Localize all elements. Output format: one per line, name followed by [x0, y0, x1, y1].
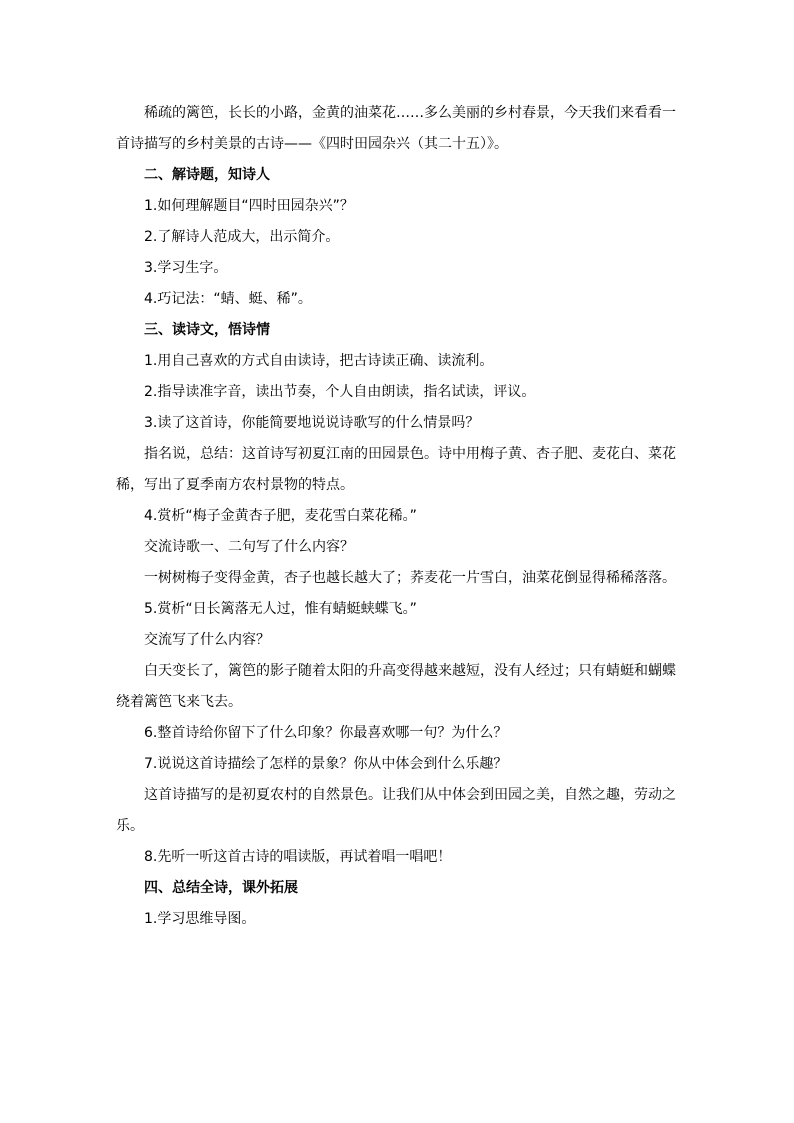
section-heading-3: 三、读诗文，悟诗情 — [144, 322, 270, 338]
body-paragraph: 这首诗描写的是初夏农村的自然景色。让我们从中体会到田园之美，自然之趣，劳动之乐。 — [116, 787, 676, 834]
body-paragraph: 交流诗歌一、二句写了什么内容？ — [144, 539, 354, 555]
list-item: 5.赏析“日长篱落无人过，惟有蜻蜓蛱蝶飞。” — [144, 601, 417, 617]
body-paragraph: 白天变长了，篱笆的影子随着太阳的升高变得越来越短，没有人经过；只有蜻蜓和蝴蝶绕着篱笆飞来飞去。 — [116, 663, 676, 710]
body-paragraph: 指名说，总结：这首诗写初夏江南的田园景色。诗中用梅子黄、杏子肥、麦花白、菜花稀，写出了夏季南方农村景物的特点。 — [116, 446, 676, 493]
list-item: 1.如何理解题目“四时田园杂兴”？ — [144, 198, 354, 214]
section-heading-4: 四、总结全诗，课外拓展 — [144, 880, 298, 896]
list-item: 2.了解诗人范成大，出示简介。 — [144, 229, 340, 245]
list-item: 1.学习思维导图。 — [144, 911, 256, 927]
document-body — [116, 98, 676, 935]
list-item: 8.先听一听这首古诗的唱读版，再试着唱一唱吧！ — [144, 849, 452, 865]
list-item: 7.说说这首诗描绘了怎样的景象？你从中体会到什么乐趣？ — [144, 756, 508, 772]
list-item: 3.读了这首诗，你能简要地说说诗歌写的什么情景吗？ — [144, 415, 480, 431]
section-heading-2: 二、解诗题，知诗人 — [144, 167, 270, 183]
body-paragraph: 一树树梅子变得金黄，杏子也越长越大了；荞麦花一片雪白，油菜花倒显得稀稀落落。 — [144, 570, 676, 586]
list-item: 4.赏析“梅子金黄杏子肥，麦花雪白菜花稀。” — [144, 508, 417, 524]
list-item: 4.巧记法：“蜻、蜓、稀”。 — [144, 291, 312, 307]
intro-paragraph: 稀疏的篱笆，长长的小路，金黄的油菜花……多么美丽的乡村春景，今天我们来看看一首诗描写的乡村美景的古诗——《四时田园杂兴（其二十五）》。 — [116, 105, 676, 152]
list-item: 1.用自己喜欢的方式自由读诗，把古诗读正确、读流利。 — [144, 353, 494, 369]
body-paragraph: 交流写了什么内容？ — [144, 632, 270, 648]
list-item: 6.整首诗给你留下了什么印象？你最喜欢哪一句？为什么？ — [144, 725, 508, 741]
list-item: 3.学习生字。 — [144, 260, 228, 276]
list-item: 2.指导读准字音，读出节奏，个人自由朗读，指名试读，评议。 — [144, 384, 536, 400]
